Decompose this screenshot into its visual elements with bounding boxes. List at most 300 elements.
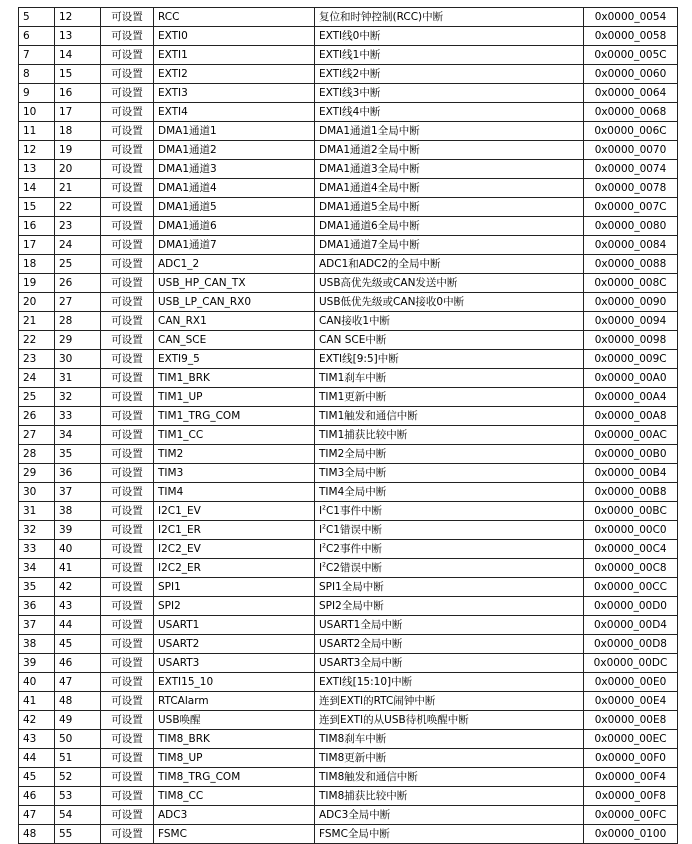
address-cell: 0x0000_00E4 xyxy=(584,692,678,711)
priority-type-cell: 可设置 xyxy=(101,388,154,407)
table-body xyxy=(19,8,678,844)
address-cell: 0x0000_00D8 xyxy=(584,635,678,654)
interrupt-name-cell: FSMC xyxy=(154,825,315,844)
interrupt-name-cell: RCC xyxy=(154,8,315,27)
description-cell: DMA1通道2全局中断 xyxy=(315,141,584,160)
description-cell: EXTI线0中断 xyxy=(315,27,584,46)
interrupt-name-cell: EXTI15_10 xyxy=(154,673,315,692)
table-row xyxy=(19,692,678,711)
description-cell: TIM1触发和通信中断 xyxy=(315,407,584,426)
interrupt-name-cell: EXTI3 xyxy=(154,84,315,103)
interrupt-name-cell: CAN_RX1 xyxy=(154,312,315,331)
table-row xyxy=(19,27,678,46)
address-cell: 0x0000_00E8 xyxy=(584,711,678,730)
position-cell: 41 xyxy=(19,692,55,711)
interrupt-name-cell: TIM3 xyxy=(154,464,315,483)
priority-cell: 41 xyxy=(55,559,101,578)
description-cell: 连到EXTI的从USB待机唤醒中断 xyxy=(315,711,584,730)
priority-cell: 17 xyxy=(55,103,101,122)
position-cell: 40 xyxy=(19,673,55,692)
priority-type-cell: 可设置 xyxy=(101,749,154,768)
position-cell: 15 xyxy=(19,198,55,217)
interrupt-name-cell: USART1 xyxy=(154,616,315,635)
address-cell: 0x0000_0094 xyxy=(584,312,678,331)
address-cell: 0x0000_0084 xyxy=(584,236,678,255)
description-cell: ADC3全局中断 xyxy=(315,806,584,825)
address-cell: 0x0000_0098 xyxy=(584,331,678,350)
position-cell: 26 xyxy=(19,407,55,426)
description-cell: TIM4全局中断 xyxy=(315,483,584,502)
position-cell: 11 xyxy=(19,122,55,141)
priority-cell: 21 xyxy=(55,179,101,198)
address-cell: 0x0000_0054 xyxy=(584,8,678,27)
table-row xyxy=(19,768,678,787)
description-cell: TIM1捕获比较中断 xyxy=(315,426,584,445)
priority-type-cell: 可设置 xyxy=(101,711,154,730)
priority-type-cell: 可设置 xyxy=(101,103,154,122)
table-row xyxy=(19,654,678,673)
description-cell: SPI2全局中断 xyxy=(315,597,584,616)
priority-type-cell: 可设置 xyxy=(101,559,154,578)
position-cell: 17 xyxy=(19,236,55,255)
table-row xyxy=(19,749,678,768)
priority-type-cell: 可设置 xyxy=(101,293,154,312)
address-cell: 0x0000_007C xyxy=(584,198,678,217)
address-cell: 0x0000_00F8 xyxy=(584,787,678,806)
description-cell: TIM2全局中断 xyxy=(315,445,584,464)
position-cell: 39 xyxy=(19,654,55,673)
position-cell: 29 xyxy=(19,464,55,483)
priority-type-cell: 可设置 xyxy=(101,692,154,711)
priority-type-cell: 可设置 xyxy=(101,806,154,825)
priority-type-cell: 可设置 xyxy=(101,464,154,483)
interrupt-name-cell: ADC1_2 xyxy=(154,255,315,274)
priority-cell: 30 xyxy=(55,350,101,369)
position-cell: 21 xyxy=(19,312,55,331)
address-cell: 0x0000_0090 xyxy=(584,293,678,312)
priority-cell: 38 xyxy=(55,502,101,521)
description-cell: DMA1通道5全局中断 xyxy=(315,198,584,217)
position-cell: 33 xyxy=(19,540,55,559)
table-row xyxy=(19,122,678,141)
address-cell: 0x0000_0060 xyxy=(584,65,678,84)
priority-type-cell: 可设置 xyxy=(101,160,154,179)
description-cell: TIM3全局中断 xyxy=(315,464,584,483)
position-cell: 16 xyxy=(19,217,55,236)
priority-type-cell: 可设置 xyxy=(101,236,154,255)
table-row xyxy=(19,426,678,445)
position-cell: 43 xyxy=(19,730,55,749)
description-cell: $I^2C1$错误中断 xyxy=(315,521,584,540)
description-cell: TIM1刹车中断 xyxy=(315,369,584,388)
interrupt-name-cell: DMA1通道1 xyxy=(154,122,315,141)
priority-cell: 52 xyxy=(55,768,101,787)
position-cell: 31 xyxy=(19,502,55,521)
priority-cell: 15 xyxy=(55,65,101,84)
address-cell: 0x0000_0100 xyxy=(584,825,678,844)
priority-cell: 35 xyxy=(55,445,101,464)
priority-cell: 40 xyxy=(55,540,101,559)
priority-cell: 33 xyxy=(55,407,101,426)
description-cell: USART1全局中断 xyxy=(315,616,584,635)
address-cell: 0x0000_00D0 xyxy=(584,597,678,616)
priority-type-cell: 可设置 xyxy=(101,255,154,274)
description-cell: DMA1通道6全局中断 xyxy=(315,217,584,236)
description-cell: CAN接收1中断 xyxy=(315,312,584,331)
position-cell: 23 xyxy=(19,350,55,369)
description-cell: USB低优先级或CAN接收0中断 xyxy=(315,293,584,312)
position-cell: 44 xyxy=(19,749,55,768)
priority-type-cell: 可设置 xyxy=(101,8,154,27)
priority-type-cell: 可设置 xyxy=(101,312,154,331)
address-cell: 0x0000_0064 xyxy=(584,84,678,103)
interrupt-name-cell: EXTI0 xyxy=(154,27,315,46)
table-row xyxy=(19,255,678,274)
interrupt-name-cell: I2C2_EV xyxy=(154,540,315,559)
priority-type-cell: 可设置 xyxy=(101,217,154,236)
table-row xyxy=(19,160,678,179)
priority-type-cell: 可设置 xyxy=(101,635,154,654)
table-row xyxy=(19,141,678,160)
address-cell: 0x0000_00F0 xyxy=(584,749,678,768)
priority-type-cell: 可设置 xyxy=(101,540,154,559)
position-cell: 22 xyxy=(19,331,55,350)
interrupt-name-cell: ADC3 xyxy=(154,806,315,825)
interrupt-name-cell: DMA1通道2 xyxy=(154,141,315,160)
interrupt-vector-table xyxy=(18,7,678,844)
priority-cell: 26 xyxy=(55,274,101,293)
priority-cell: 32 xyxy=(55,388,101,407)
position-cell: 18 xyxy=(19,255,55,274)
description-cell: EXTI线[9:5]中断 xyxy=(315,350,584,369)
priority-cell: 18 xyxy=(55,122,101,141)
table-row xyxy=(19,597,678,616)
address-cell: 0x0000_00A8 xyxy=(584,407,678,426)
table-row xyxy=(19,407,678,426)
priority-type-cell: 可设置 xyxy=(101,825,154,844)
priority-cell: 49 xyxy=(55,711,101,730)
table-row xyxy=(19,236,678,255)
priority-type-cell: 可设置 xyxy=(101,65,154,84)
description-cell: 连到EXTI的RTC闹钟中断 xyxy=(315,692,584,711)
address-cell: 0x0000_008C xyxy=(584,274,678,293)
interrupt-name-cell: EXTI1 xyxy=(154,46,315,65)
priority-cell: 44 xyxy=(55,616,101,635)
position-cell: 20 xyxy=(19,293,55,312)
description-cell: $I^2C2$错误中断 xyxy=(315,559,584,578)
priority-type-cell: 可设置 xyxy=(101,46,154,65)
description-cell: EXTI线[15:10]中断 xyxy=(315,673,584,692)
address-cell: 0x0000_0078 xyxy=(584,179,678,198)
interrupt-name-cell: I2C1_EV xyxy=(154,502,315,521)
description-cell: USART3全局中断 xyxy=(315,654,584,673)
interrupt-name-cell: TIM1_CC xyxy=(154,426,315,445)
priority-type-cell: 可设置 xyxy=(101,122,154,141)
interrupt-name-cell: I2C1_ER xyxy=(154,521,315,540)
position-cell: 48 xyxy=(19,825,55,844)
position-cell: 13 xyxy=(19,160,55,179)
priority-cell: 51 xyxy=(55,749,101,768)
priority-cell: 23 xyxy=(55,217,101,236)
position-cell: 6 xyxy=(19,27,55,46)
interrupt-name-cell: USART3 xyxy=(154,654,315,673)
address-cell: 0x0000_00B8 xyxy=(584,483,678,502)
interrupt-name-cell: DMA1通道5 xyxy=(154,198,315,217)
interrupt-name-cell: USB_LP_CAN_RX0 xyxy=(154,293,315,312)
interrupt-name-cell: TIM2 xyxy=(154,445,315,464)
table-row xyxy=(19,559,678,578)
address-cell: 0x0000_00F4 xyxy=(584,768,678,787)
table-row xyxy=(19,578,678,597)
priority-cell: 48 xyxy=(55,692,101,711)
position-cell: 35 xyxy=(19,578,55,597)
priority-type-cell: 可设置 xyxy=(101,369,154,388)
address-cell: 0x0000_009C xyxy=(584,350,678,369)
address-cell: 0x0000_00D4 xyxy=(584,616,678,635)
table-row xyxy=(19,46,678,65)
interrupt-name-cell: RTCAlarm xyxy=(154,692,315,711)
table-row xyxy=(19,521,678,540)
priority-cell: 45 xyxy=(55,635,101,654)
description-cell: SPI1全局中断 xyxy=(315,578,584,597)
interrupt-name-cell: DMA1通道7 xyxy=(154,236,315,255)
position-cell: 9 xyxy=(19,84,55,103)
table-row xyxy=(19,673,678,692)
priority-cell: 20 xyxy=(55,160,101,179)
interrupt-name-cell: USART2 xyxy=(154,635,315,654)
priority-cell: 13 xyxy=(55,27,101,46)
priority-cell: 29 xyxy=(55,331,101,350)
table-row xyxy=(19,103,678,122)
interrupt-name-cell: EXTI9_5 xyxy=(154,350,315,369)
table-row xyxy=(19,198,678,217)
priority-type-cell: 可设置 xyxy=(101,654,154,673)
priority-type-cell: 可设置 xyxy=(101,331,154,350)
position-cell: 5 xyxy=(19,8,55,27)
priority-cell: 55 xyxy=(55,825,101,844)
table-row xyxy=(19,388,678,407)
priority-type-cell: 可设置 xyxy=(101,673,154,692)
interrupt-name-cell: DMA1通道3 xyxy=(154,160,315,179)
position-cell: 8 xyxy=(19,65,55,84)
table-row xyxy=(19,350,678,369)
interrupt-name-cell: TIM8_UP xyxy=(154,749,315,768)
priority-cell: 36 xyxy=(55,464,101,483)
position-cell: 42 xyxy=(19,711,55,730)
description-cell: EXTI线2中断 xyxy=(315,65,584,84)
priority-cell: 53 xyxy=(55,787,101,806)
position-cell: 25 xyxy=(19,388,55,407)
priority-type-cell: 可设置 xyxy=(101,426,154,445)
table-row xyxy=(19,787,678,806)
position-cell: 46 xyxy=(19,787,55,806)
interrupt-name-cell: TIM4 xyxy=(154,483,315,502)
address-cell: 0x0000_00EC xyxy=(584,730,678,749)
position-cell: 7 xyxy=(19,46,55,65)
priority-type-cell: 可设置 xyxy=(101,141,154,160)
description-cell: $I^2C2$事件中断 xyxy=(315,540,584,559)
table-row xyxy=(19,540,678,559)
position-cell: 19 xyxy=(19,274,55,293)
priority-cell: 46 xyxy=(55,654,101,673)
position-cell: 45 xyxy=(19,768,55,787)
address-cell: 0x0000_00A4 xyxy=(584,388,678,407)
interrupt-name-cell: TIM8_TRG_COM xyxy=(154,768,315,787)
interrupt-name-cell: CAN_SCE xyxy=(154,331,315,350)
priority-type-cell: 可设置 xyxy=(101,179,154,198)
priority-cell: 27 xyxy=(55,293,101,312)
description-cell: EXTI线3中断 xyxy=(315,84,584,103)
description-cell: TIM8刹车中断 xyxy=(315,730,584,749)
description-cell: USB高优先级或CAN发送中断 xyxy=(315,274,584,293)
description-cell: CAN SCE中断 xyxy=(315,331,584,350)
position-cell: 14 xyxy=(19,179,55,198)
interrupt-name-cell: EXTI2 xyxy=(154,65,315,84)
priority-type-cell: 可设置 xyxy=(101,84,154,103)
priority-type-cell: 可设置 xyxy=(101,483,154,502)
description-cell: DMA1通道3全局中断 xyxy=(315,160,584,179)
interrupt-name-cell: DMA1通道6 xyxy=(154,217,315,236)
address-cell: 0x0000_0074 xyxy=(584,160,678,179)
priority-type-cell: 可设置 xyxy=(101,768,154,787)
address-cell: 0x0000_005C xyxy=(584,46,678,65)
table-row xyxy=(19,502,678,521)
address-cell: 0x0000_0080 xyxy=(584,217,678,236)
priority-type-cell: 可设置 xyxy=(101,730,154,749)
address-cell: 0x0000_0058 xyxy=(584,27,678,46)
interrupt-name-cell: DMA1通道4 xyxy=(154,179,315,198)
priority-type-cell: 可设置 xyxy=(101,502,154,521)
description-cell: EXTI线1中断 xyxy=(315,46,584,65)
address-cell: 0x0000_00FC xyxy=(584,806,678,825)
description-cell: DMA1通道4全局中断 xyxy=(315,179,584,198)
address-cell: 0x0000_006C xyxy=(584,122,678,141)
address-cell: 0x0000_00CC xyxy=(584,578,678,597)
priority-type-cell: 可设置 xyxy=(101,274,154,293)
interrupt-name-cell: USB唤醒 xyxy=(154,711,315,730)
position-cell: 38 xyxy=(19,635,55,654)
priority-cell: 39 xyxy=(55,521,101,540)
priority-type-cell: 可设置 xyxy=(101,445,154,464)
priority-type-cell: 可设置 xyxy=(101,597,154,616)
address-cell: 0x0000_00DC xyxy=(584,654,678,673)
table-row xyxy=(19,616,678,635)
priority-cell: 19 xyxy=(55,141,101,160)
address-cell: 0x0000_00C0 xyxy=(584,521,678,540)
interrupt-name-cell: USB_HP_CAN_TX xyxy=(154,274,315,293)
priority-cell: 12 xyxy=(55,8,101,27)
table-row xyxy=(19,445,678,464)
table-row xyxy=(19,65,678,84)
description-cell: $I^2C1$事件中断 xyxy=(315,502,584,521)
table-row xyxy=(19,293,678,312)
table-row xyxy=(19,806,678,825)
description-cell: TIM8触发和通信中断 xyxy=(315,768,584,787)
interrupt-name-cell: SPI2 xyxy=(154,597,315,616)
priority-type-cell: 可设置 xyxy=(101,350,154,369)
description-cell: TIM8更新中断 xyxy=(315,749,584,768)
priority-cell: 31 xyxy=(55,369,101,388)
address-cell: 0x0000_00B0 xyxy=(584,445,678,464)
interrupt-name-cell: TIM1_BRK xyxy=(154,369,315,388)
priority-cell: 24 xyxy=(55,236,101,255)
address-cell: 0x0000_00A0 xyxy=(584,369,678,388)
interrupt-name-cell: SPI1 xyxy=(154,578,315,597)
address-cell: 0x0000_00AC xyxy=(584,426,678,445)
table-row xyxy=(19,730,678,749)
position-cell: 47 xyxy=(19,806,55,825)
position-cell: 28 xyxy=(19,445,55,464)
description-cell: DMA1通道1全局中断 xyxy=(315,122,584,141)
address-cell: 0x0000_00E0 xyxy=(584,673,678,692)
priority-cell: 34 xyxy=(55,426,101,445)
table-row xyxy=(19,464,678,483)
interrupt-name-cell: TIM1_TRG_COM xyxy=(154,407,315,426)
priority-type-cell: 可设置 xyxy=(101,198,154,217)
priority-cell: 16 xyxy=(55,84,101,103)
position-cell: 36 xyxy=(19,597,55,616)
position-cell: 34 xyxy=(19,559,55,578)
table-row xyxy=(19,217,678,236)
position-cell: 24 xyxy=(19,369,55,388)
priority-cell: 25 xyxy=(55,255,101,274)
table-row xyxy=(19,8,678,27)
position-cell: 32 xyxy=(19,521,55,540)
priority-type-cell: 可设置 xyxy=(101,578,154,597)
priority-cell: 42 xyxy=(55,578,101,597)
description-cell: 复位和时钟控制(RCC)中断 xyxy=(315,8,584,27)
position-cell: 10 xyxy=(19,103,55,122)
interrupt-name-cell: TIM1_UP xyxy=(154,388,315,407)
table-row xyxy=(19,331,678,350)
priority-cell: 50 xyxy=(55,730,101,749)
description-cell: FSMC全局中断 xyxy=(315,825,584,844)
table-row xyxy=(19,179,678,198)
table-row xyxy=(19,312,678,331)
table-row xyxy=(19,369,678,388)
description-cell: EXTI线4中断 xyxy=(315,103,584,122)
position-cell: 27 xyxy=(19,426,55,445)
priority-type-cell: 可设置 xyxy=(101,521,154,540)
priority-cell: 22 xyxy=(55,198,101,217)
position-cell: 12 xyxy=(19,141,55,160)
description-cell: USART2全局中断 xyxy=(315,635,584,654)
priority-type-cell: 可设置 xyxy=(101,787,154,806)
priority-type-cell: 可设置 xyxy=(101,616,154,635)
priority-cell: 54 xyxy=(55,806,101,825)
interrupt-name-cell: I2C2_ER xyxy=(154,559,315,578)
address-cell: 0x0000_00C4 xyxy=(584,540,678,559)
priority-type-cell: 可设置 xyxy=(101,407,154,426)
description-cell: DMA1通道7全局中断 xyxy=(315,236,584,255)
description-cell: TIM1更新中断 xyxy=(315,388,584,407)
address-cell: 0x0000_0068 xyxy=(584,103,678,122)
priority-cell: 43 xyxy=(55,597,101,616)
priority-cell: 37 xyxy=(55,483,101,502)
address-cell: 0x0000_0088 xyxy=(584,255,678,274)
address-cell: 0x0000_0070 xyxy=(584,141,678,160)
interrupt-name-cell: EXTI4 xyxy=(154,103,315,122)
table-row xyxy=(19,635,678,654)
description-cell: ADC1和ADC2的全局中断 xyxy=(315,255,584,274)
position-cell: 30 xyxy=(19,483,55,502)
address-cell: 0x0000_00BC xyxy=(584,502,678,521)
priority-cell: 28 xyxy=(55,312,101,331)
table-row xyxy=(19,825,678,844)
priority-cell: 47 xyxy=(55,673,101,692)
table-row xyxy=(19,711,678,730)
address-cell: 0x0000_00B4 xyxy=(584,464,678,483)
